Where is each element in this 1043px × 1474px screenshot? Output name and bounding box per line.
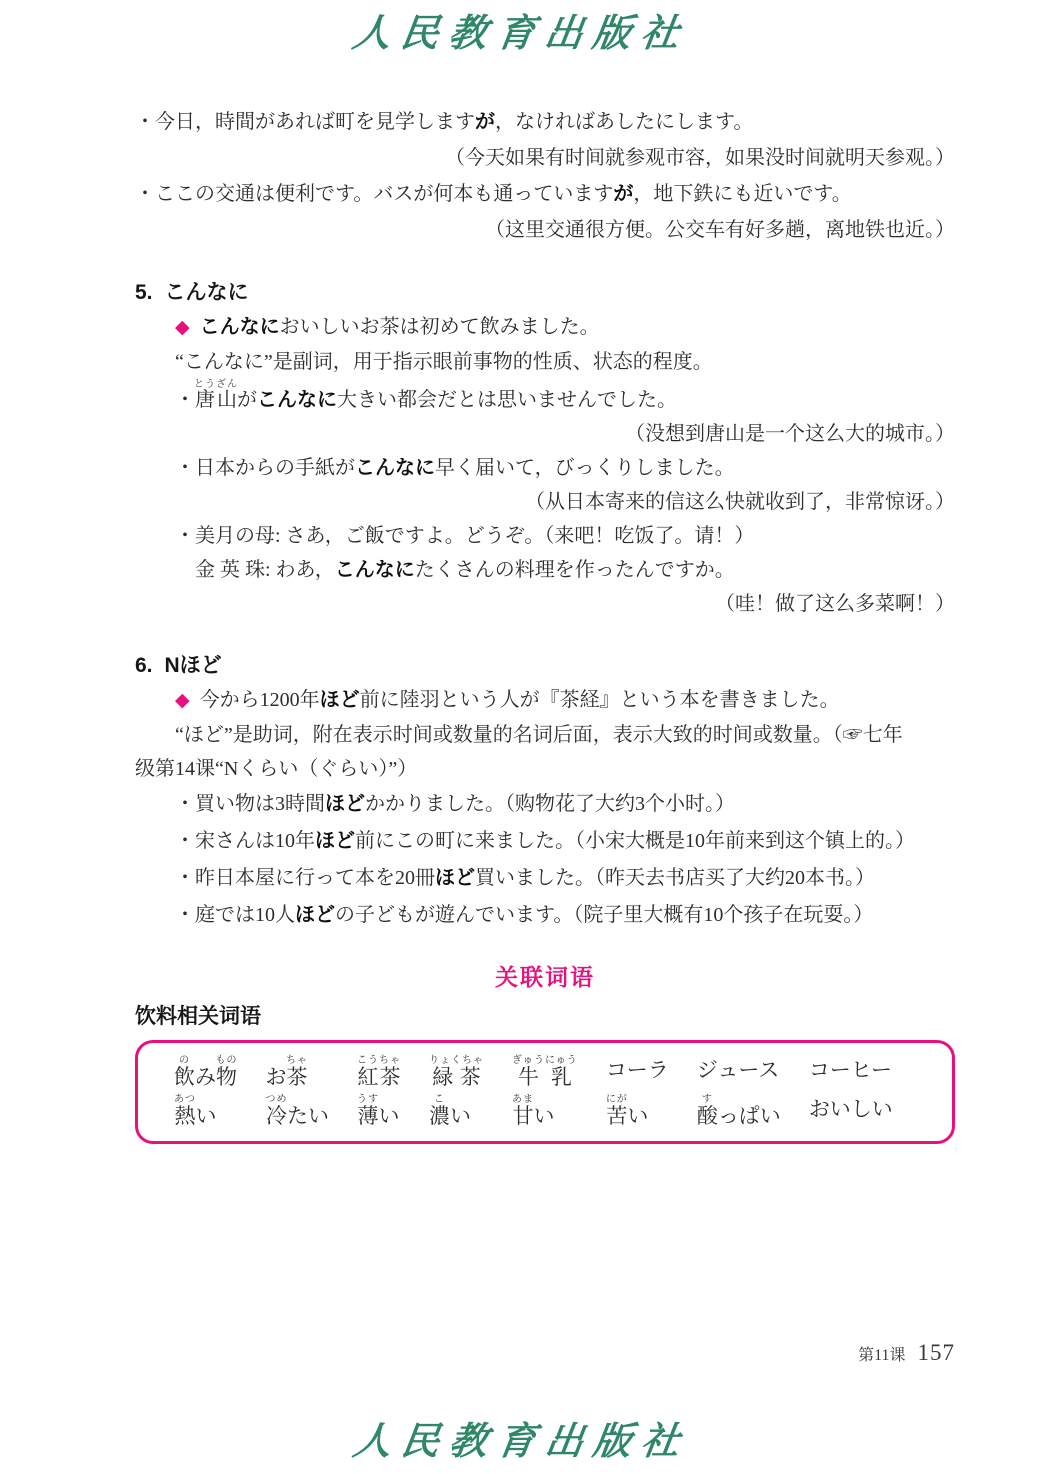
example-translation-cn: （哇！做了这么多菜啊！） <box>715 593 955 615</box>
vocab-item-nigai: 苦にがい <box>605 1094 649 1128</box>
vocab-item-koucha: 紅茶こうちゃ <box>357 1055 401 1089</box>
section-title: Nほど <box>164 654 222 677</box>
vocab-item-ryokucha: 緑茶りょくちゃ <box>429 1055 484 1089</box>
related-words-heading: 关联词语 <box>495 964 595 990</box>
dialogue-line-kim: 金 英 珠: わあ，こんなにたくさんの料理を作ったんですか。 <box>195 559 735 581</box>
section-number: 6. <box>135 654 153 677</box>
drink-words-subheading: 饮料相关词语 <box>135 1005 261 1028</box>
grammar-explanation-line2: 级第14课“Nくらい（ぐらい）”） <box>135 758 418 780</box>
vocabulary-grid <box>174 1055 938 1131</box>
dialogue-line-mother: ・美月の母: さあ，ご飯ですよ。どうぞ。（来吧！吃饭了。请！） <box>175 525 755 547</box>
vocab-item-cola: コーラ <box>605 1058 669 1082</box>
example-sentence-jp: ・日本からの手紙がこんなに早く届いて，びっくりしました。 <box>175 457 735 479</box>
grammar-explanation-line1: “ほど”是助词，附在表示时间或数量的名词后面，表示大致的时间或数量。（☞七年 <box>175 724 903 746</box>
vocab-item-oishii: おいしい <box>808 1097 893 1121</box>
section-title: こんなに <box>164 281 249 304</box>
example-sentence-jp: ・昨日本屋に行って本を20冊ほど買いました。（昨天去书店买了大约20本书。） <box>175 867 875 889</box>
grammar-explanation: “こんなに”是副词，用于指示眼前事物的性质、状态的程度。 <box>175 351 713 373</box>
lesson-label: 第11课 <box>858 1347 906 1364</box>
vocab-item-gyuunyuu: 牛乳ぎゅうにゅう <box>512 1055 578 1089</box>
section-heading <box>135 276 955 310</box>
example-sentence-jp: ・今日，時間があれば町を見学しますが，なければあしたにします。 <box>135 111 754 133</box>
example-sentence-jp: ・唐山とうざんがこんなに大きい都会だとは思いませんでした。 <box>175 379 677 411</box>
example-translation-cn: （没想到唐山是一个这么大的城市。） <box>625 423 955 445</box>
example-sentence-jp: ・買い物は3時間ほどかかりました。（购物花了大约3个小时。） <box>175 793 735 815</box>
vocab-item-koi: 濃こい <box>429 1094 471 1128</box>
section-heading <box>135 649 955 683</box>
page-number: 157 <box>917 1340 955 1365</box>
publisher-logo: 人民教育出版社 <box>349 10 693 55</box>
vocab-item-coffee: コーヒー <box>808 1058 892 1082</box>
example-translation-cn: （今天如果有时间就参观市容，如果没时间就明天参观。） <box>445 147 955 169</box>
section-number: 5. <box>135 281 153 304</box>
page-footer <box>858 1340 955 1369</box>
key-example-text: こんなにおいしいお茶は初めて飲みました。 <box>199 316 600 338</box>
vocab-item-ocha: お茶ちゃ <box>265 1055 308 1089</box>
example-sentence-jp: ・庭では10人ほどの子どもが遊んでいます。（院子里大概有10个孩子在玩耍。） <box>175 904 874 926</box>
vocab-item-suppai: 酸すっぱい <box>696 1094 781 1128</box>
drink-vocabulary-box <box>135 1040 955 1144</box>
vocab-item-tsumetai: 冷つめたい <box>265 1094 329 1128</box>
intro-examples <box>135 104 955 248</box>
vocab-item-amai: 甘あまい <box>512 1094 555 1128</box>
example-sentence-jp: ・ここの交通は便利です。バスが何本も通っていますが，地下鉄にも近いです。 <box>135 183 852 205</box>
page-content <box>135 104 955 1144</box>
vocab-item-juice: ジュース <box>696 1058 780 1082</box>
publisher-logo: 人民教育出版社 <box>350 1418 693 1463</box>
section-n-hodo <box>135 649 955 934</box>
key-example <box>135 683 955 718</box>
example-translation-cn: （从日本寄来的信这么快就收到了，非常惊讶。） <box>525 491 955 513</box>
example-translation-cn: （这里交通很方便。公交车有好多趟，离地铁也近。） <box>485 219 955 241</box>
key-example-text: 今から1200年ほど前に陸羽という人が『茶経』という本を書きました。 <box>199 689 840 711</box>
vocab-item-usui: 薄うすい <box>357 1094 400 1128</box>
section-konnani <box>135 276 955 621</box>
diamond-icon: ◆ <box>175 317 190 338</box>
example-sentence-jp: ・宋さんは10年ほど前にこの町に来ました。（小宋大概是10年前来到这个镇上的。） <box>175 830 915 852</box>
diamond-icon: ◆ <box>175 690 190 711</box>
vocab-item-atsui: 熱あつい <box>174 1094 217 1128</box>
key-example <box>135 310 955 345</box>
vocab-item-nomimono: 飲のみ物もの <box>174 1055 238 1089</box>
